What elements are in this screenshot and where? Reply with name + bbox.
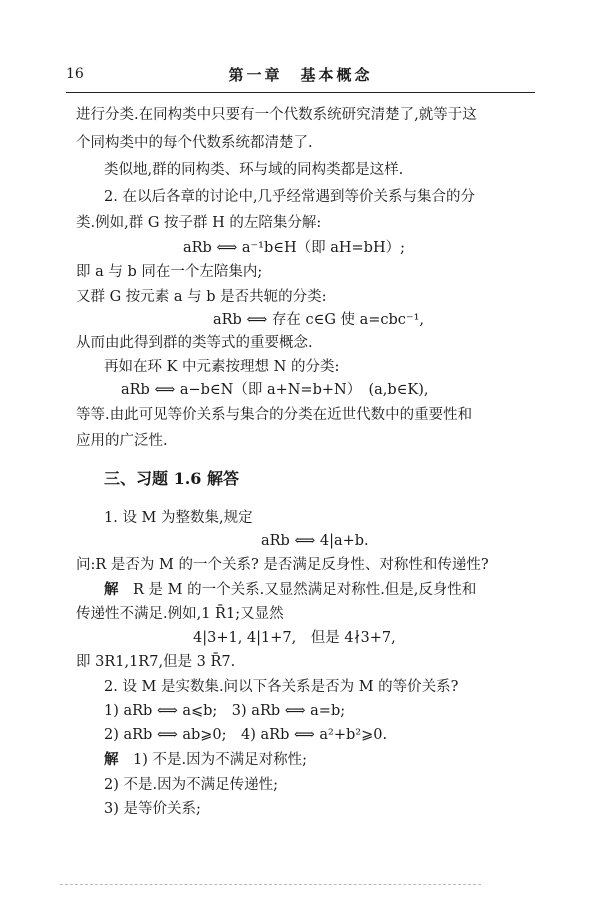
exercise-line: 传递性不满足.例如,1 R̄1;又显然 — [76, 606, 284, 622]
bottom-rule — [60, 884, 481, 885]
page-header — [66, 62, 535, 90]
paragraph-line: 2. 在以后各章的讨论中,几乎经常遇到等价关系与集合的分 — [104, 189, 476, 205]
header-rule — [66, 92, 535, 93]
paragraph-line: 即 a 与 b 同在一个左陪集内; — [76, 264, 263, 280]
formula: aRb ⟺ 存在 c∈G 使 a=cbc⁻¹, — [213, 312, 425, 328]
formula: aRb ⟺ 4|a+b. — [261, 533, 369, 549]
page-number: 16 — [66, 66, 84, 82]
formula: 4|3+1, 4|1+7, 但是 4∤3+7, — [193, 630, 396, 646]
paragraph-line: 从而由此得到群的类等式的重要概念. — [76, 335, 313, 351]
paragraph-line: 应用的广泛性. — [76, 433, 168, 449]
paragraph-line: 进行分类.在同构类中只要有一个代数系统研究清楚了,就等于这 — [76, 107, 477, 123]
chapter-title: 第一章 基本概念 — [228, 66, 373, 84]
exercise-line: 问:R 是否为 M 的一个关系? 是否满足反身性、对称性和传递性? — [76, 557, 489, 573]
paragraph-line: 个同构类中的每个代数系统都清楚了. — [76, 135, 313, 151]
solution-text: R 是 M 的一个关系.又显然满足对称性.但是,反身性和 — [118, 582, 477, 598]
formula: aRb ⟺ a⁻¹b∈H（即 aH=bH）; — [183, 240, 405, 256]
solution-text: 1) 不是.因为不满足对称性; — [118, 752, 307, 768]
exercise-line: 2. 设 M 是实数集.问以下各关系是否为 M 的等价关系? — [104, 679, 459, 695]
paragraph-line: 类.例如,群 G 按子群 H 的左陪集分解: — [76, 215, 322, 231]
paragraph-line: 类似地,群的同构类、环与域的同构类都是这样. — [104, 162, 404, 178]
formula: aRb ⟺ a−b∈N（即 a+N=b+N） (a,b∈K), — [121, 382, 429, 398]
exercise-line: 2) aRb ⟺ ab⩾0; 4) aRb ⟺ a²+b²⩾0. — [104, 727, 388, 743]
section-heading: 三、习题 1.6 解答 — [104, 469, 239, 488]
solution-line — [104, 580, 476, 600]
exercise-line: 即 3R1,1R7,但是 3 R̄7. — [76, 654, 236, 670]
solution-line — [104, 750, 307, 770]
paragraph-line: 再如在环 K 中元素按理想 N 的分类: — [104, 359, 340, 375]
paragraph-line: 又群 G 按元素 a 与 b 是否共轭的分类: — [76, 289, 327, 305]
solution-label: 解 — [104, 581, 119, 598]
exercise-line: 1) aRb ⟺ a⩽b; 3) aRb ⟺ a=b; — [104, 703, 346, 719]
exercise-line: 2) 不是.因为不满足传递性; — [104, 777, 278, 793]
exercise-line: 3) 是等价关系; — [104, 801, 201, 817]
paragraph-line: 等等.由此可见等价关系与集合的分类在近世代数中的重要性和 — [76, 407, 473, 423]
exercise-line: 1. 设 M 为整数集,规定 — [104, 510, 253, 526]
solution-label: 解 — [104, 751, 119, 768]
